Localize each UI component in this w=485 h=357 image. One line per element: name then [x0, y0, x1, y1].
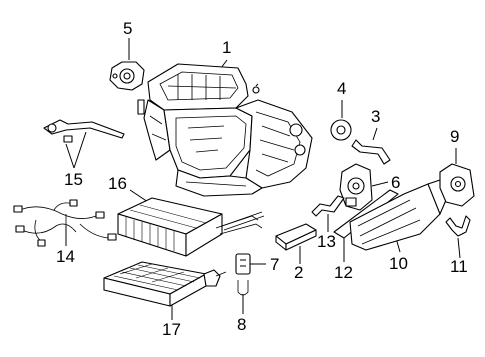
part-17-evaporator-core[interactable] [104, 262, 226, 320]
callout-17[interactable]: 17 [162, 320, 181, 339]
part-4-grommet[interactable] [331, 100, 351, 140]
callout-13[interactable]: 13 [317, 232, 336, 251]
part-14-wire-harness[interactable] [14, 200, 116, 246]
part-3-drain-hose[interactable] [352, 128, 390, 164]
callout-1[interactable]: 1 [222, 38, 232, 57]
callout-7[interactable]: 7 [270, 255, 280, 274]
part-8-clip[interactable] [238, 280, 248, 314]
part-1-hvac-housing[interactable] [138, 60, 312, 196]
part-7-connector[interactable] [236, 254, 266, 274]
callout-9[interactable]: 9 [450, 127, 460, 146]
callout-6[interactable]: 6 [391, 173, 401, 192]
callout-8[interactable]: 8 [237, 315, 247, 334]
part-15-sensor[interactable] [44, 120, 124, 168]
callout-3[interactable]: 3 [371, 107, 381, 126]
callout-2[interactable]: 2 [294, 263, 304, 282]
callout-4[interactable]: 4 [337, 79, 347, 98]
callout-11[interactable]: 11 [450, 257, 468, 276]
part-9-actuator[interactable] [440, 148, 474, 206]
part-5-actuator[interactable] [110, 38, 144, 90]
callout-5[interactable]: 5 [123, 19, 133, 38]
callout-10[interactable]: 10 [389, 254, 408, 273]
callout-16[interactable]: 16 [108, 174, 127, 193]
part-2-resistor[interactable] [276, 224, 316, 264]
part-13-tube[interactable] [312, 196, 344, 232]
part-11-clip[interactable] [446, 216, 470, 258]
part-16-heater-core[interactable] [118, 190, 264, 256]
callout-15[interactable]: 15 [64, 170, 83, 189]
callout-14[interactable]: 14 [56, 247, 75, 266]
callout-12[interactable]: 12 [334, 263, 353, 282]
